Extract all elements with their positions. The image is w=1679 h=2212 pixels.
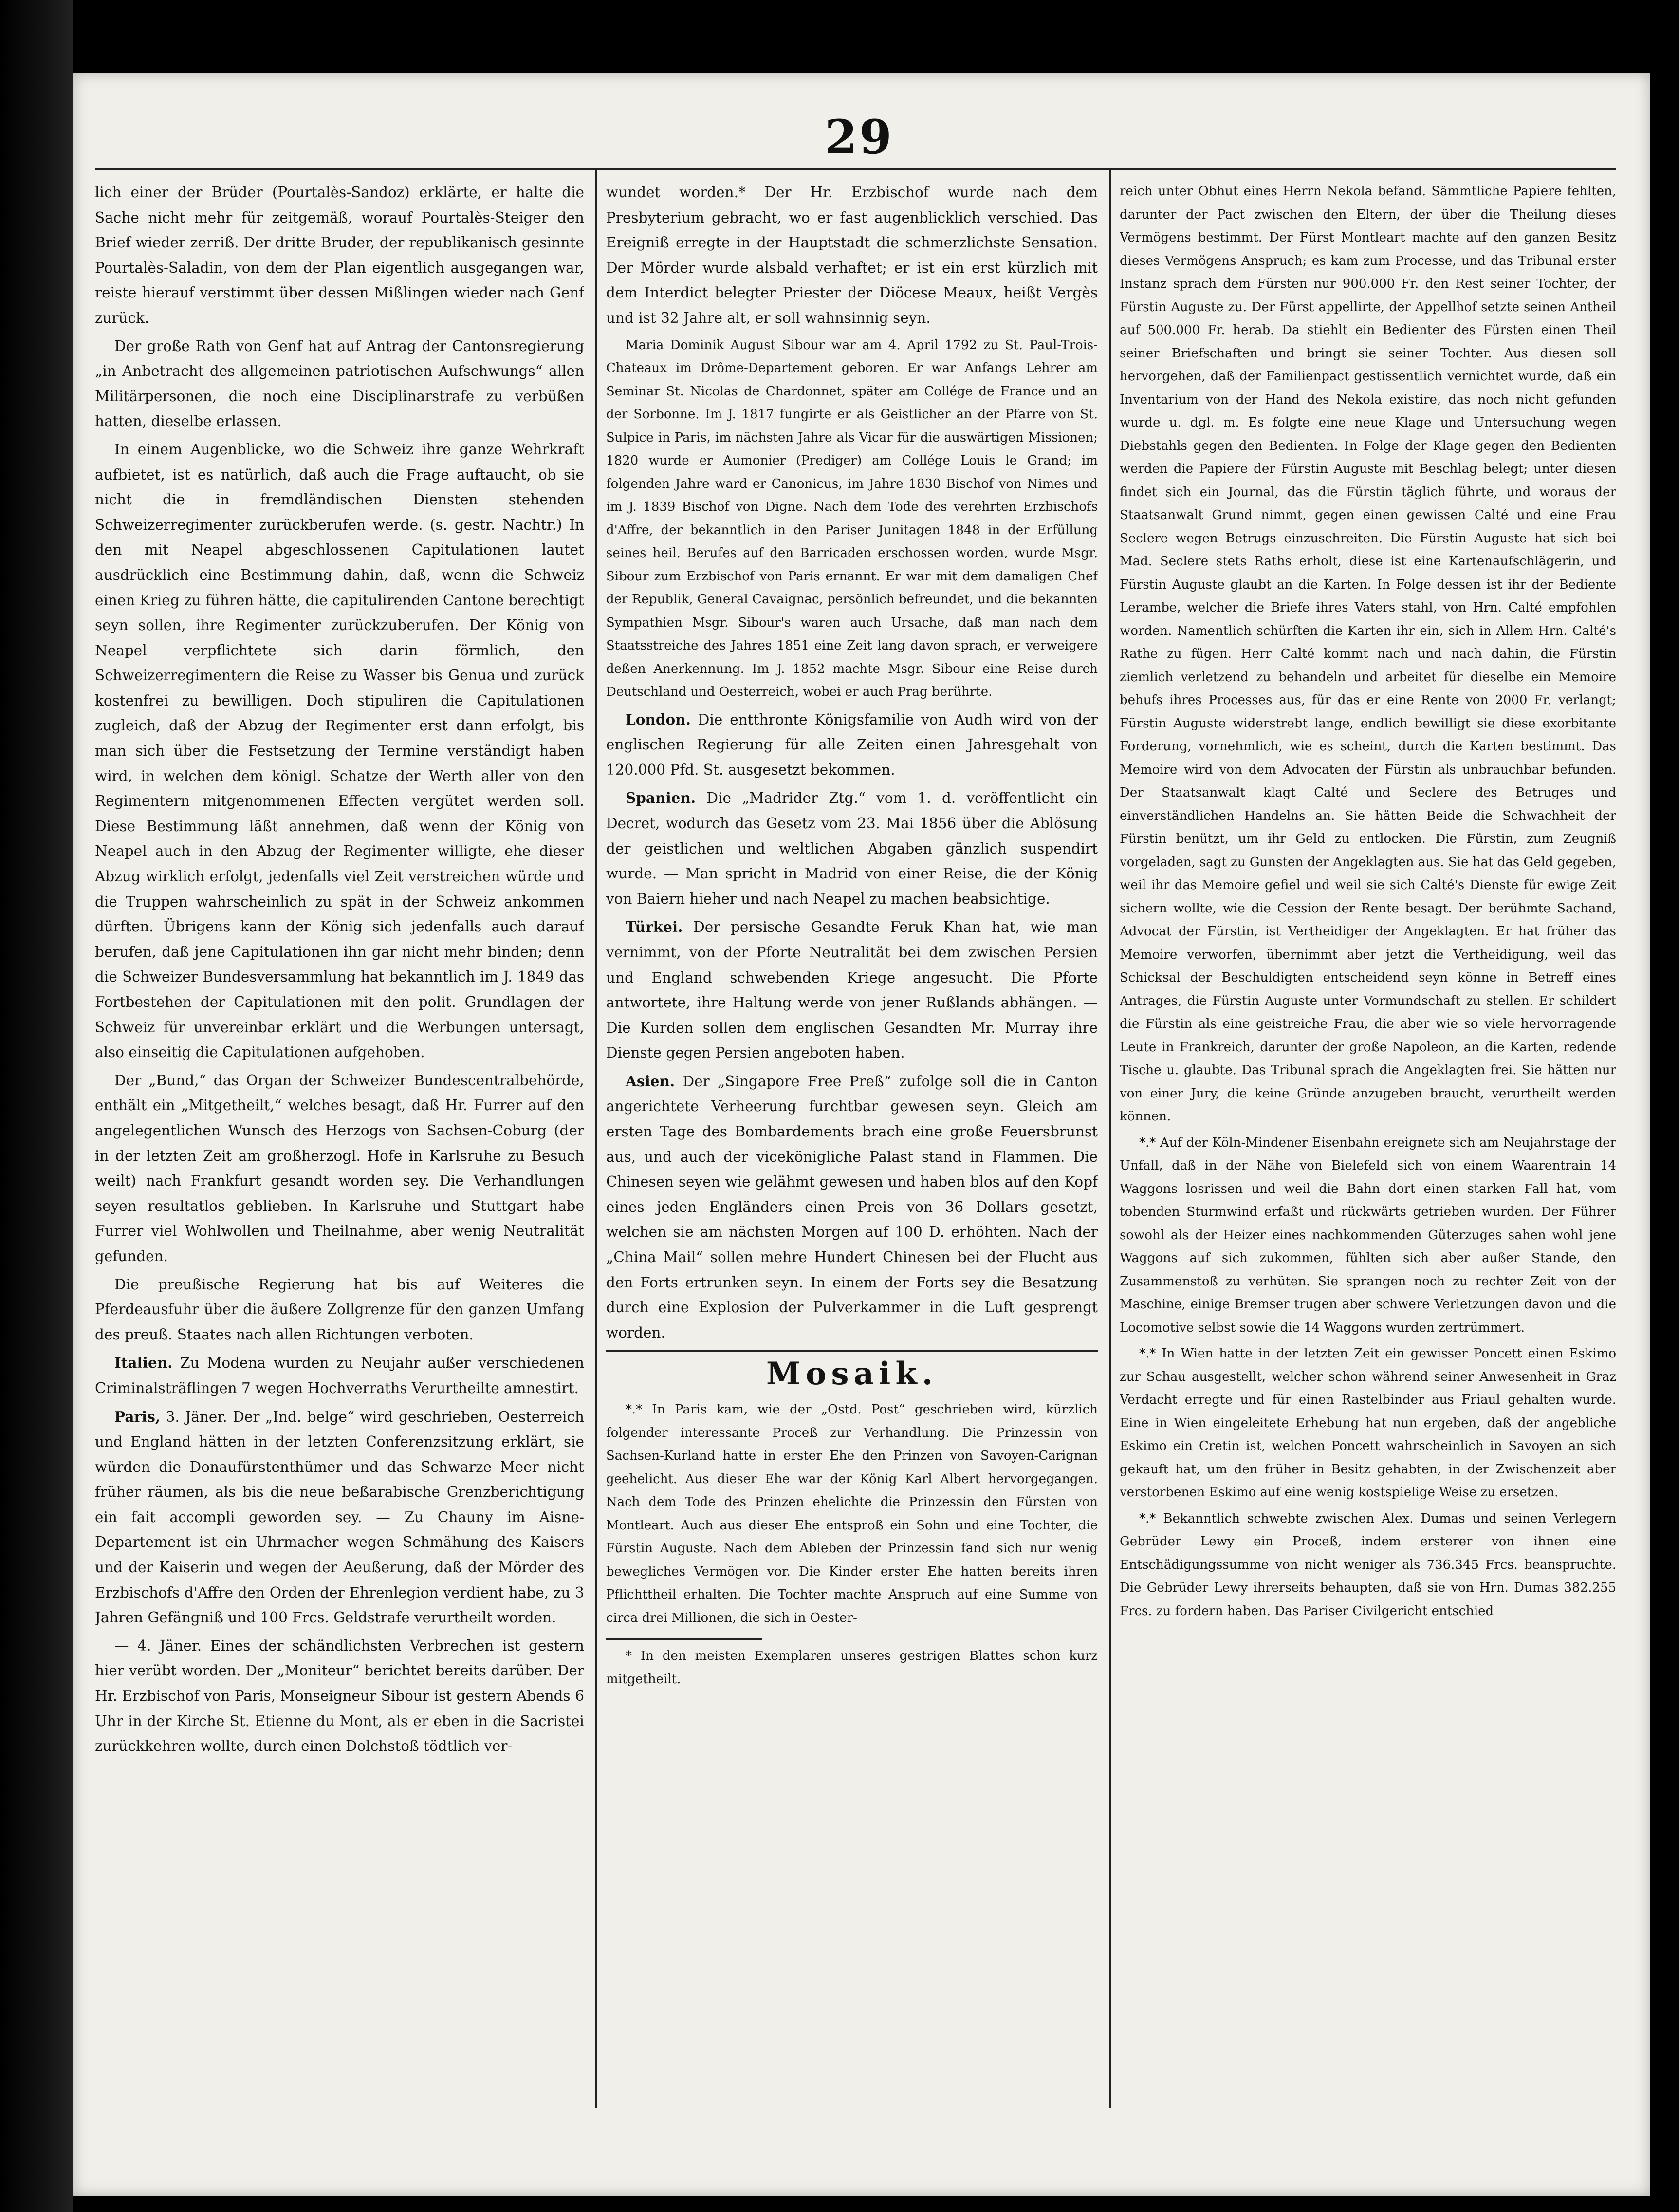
article-text: Die entthronte Königsfamilie von Audh wird von der englischen Regierung für alle Zeiten einen Jahresgehalt von 120.000 Pfd. St. ausgesetzt bekommen. [606,711,1098,778]
page-number: 29 [825,110,894,165]
article-paragraph [95,1634,584,1759]
article-paragraph [95,1350,584,1401]
article-paragraph [95,334,584,434]
article-paragraph [606,914,1098,1066]
article-text: Der persische Gesandte Feruk Khan hat, wie man vernimmt, von der Pforte Neutralität bei dem zwischen Persien und England schwebenden Kriege angesucht. Die Pforte antwortete, ihre Haltung werde von jener Rußlands abhängen. — Die Kurden sollen dem englischen Gesandten Mr. Murray ihre Dienste gegen Persien angeboten haben. [606,919,1098,1061]
article-text: wundet worden.* Der Hr. Erzbischof wurde nach dem Presbyterium gebracht, wo er fast augenblicklich verschied. Das Ereigniß erregte in der Hauptstadt die schmerzlichste Sensation. Der Mörder wurde alsbald verhaftet; er ist ein erst kürzlich mit dem Interdict belegter Priester der Diöcese Meaux, heißt Vergès und ist 32 Jahre alt, er soll wahnsinnig seyn. [606,184,1098,326]
column-rule [1109,170,1111,2108]
article-text: lich einer der Brüder (Pourtalès-Sandoz) erklärte, er halte die Sache nicht mehr für zeitgemäß, worauf Pourtalès-Steiger den Brief wieder zerriß. Der dritte Bruder, der republikanisch gesinnte Pourtalès-Saladin, von dem der Plan eigentlich ausgegangen war, reiste hierauf verstimmt über dessen Mißlingen wieder nach Genf zurück. [95,184,584,326]
article-paragraph [606,785,1098,911]
article-heading: Paris, [114,1408,161,1425]
article-heading: Italien. [114,1354,173,1372]
column-3 [1120,180,1616,2142]
article-paragraph [606,1069,1098,1346]
article-paragraph [1120,180,1616,1129]
article-text: Der große Rath von Genf hat auf Antrag der Cantonsregierung „in Anbetracht des allgemeinen patriotischen Aufschwungs“ allen Militärpersonen, die noch eine Disciplinarstrafe zu verbüßen hatten, dieselbe erlassen. [95,337,584,430]
article-text: Maria Dominik August Sibour war am 4. April 1792 zu St. Paul-Trois-Chateaux im Drôme-Departement geboren. Er war Anfangs Lehrer am Seminar St. Nicolas de Chardonnet, später am Collége de France und an der Sorbonne. Im J. 1817 fungirte er als Geistlicher an der Pfarre von St. Sulpice in Paris, im nächsten Jahre als Vicar für die auswärtigen Missionen; 1820 wurde er Aumonier (Prediger) am Collége Louis le Grand; im folgenden Jahre ward er Canonicus, im Jahre 1830 Bischof von Nimes und im J. 1839 Bischof von Digne. Nach dem Tode des verehrten Erzbischofs d'Affre, der bekanntlich in den Pariser Junitagen 1848 in der Erfüllung seines heil. Berufes auf den Barricaden erschossen worden, wurde Msgr. Sibour zum Erzbischof von Paris ernannt. Er war mit dem damaligen Chef der Republik, General Cavaignac, persönlich befreundet, und die bekannten Sympathien Msgr. Sibour's waren auch Ursache, daß man nach dem Staatsstreiche des Jahres 1851 eine Zeit lang davon sprach, er verweigere deßen Anerkennung. Im J. 1852 machte Msgr. Sibour eine Reise durch Deutschland und Oesterreich, wobei er auch Prag berührte. [606,337,1098,700]
article-paragraph [95,180,584,331]
scan-edge [0,0,73,2212]
article-heading: London. [626,710,691,728]
article-text: 3. Jäner. Der „Ind. belge“ wird geschrieben, Oesterreich und England hätten in der letzten Conferenzsitzung erklärt, sie würden die Donaufürstenthümer und das Schwarze Meer nicht früher räumen, als bis die neue beßarabische Grenzberichtigung ein fait accompli geworden sey. — Zu Chauny im Aisne-Departement ist ein Uhrmacher wegen Schmähung des Kaisers und der Kaiserin und wegen der Aeußerung, daß der Mörder des Erzbischofs d'Affre den Orden der Ehrenlegion verdient habe, zu 3 Jahren Gefängniß und 100 Frcs. Geldstrafe verurtheilt worden. [95,1408,584,1626]
article-text: In einem Augenblicke, wo die Schweiz ihre ganze Wehrkraft aufbietet, ist es natürlich, daß auch die Frage auftaucht, ob sie nicht die in fremdländischen Diensten stehenden Schweizerregimenter zurückberufen werde. (s. gestr. Nachtr.) In den mit Neapel abgeschlossenen Capitulationen lautet ausdrücklich eine Bestimmung dahin, daß, wenn die Schweiz einen Krieg zu führen hätte, die capitulirenden Cantone berechtigt seyn sollen, ihre Regimenter zurückzuberufen. Der König von Neapel verpflichtete sich darin förmlich, den Schweizerregimentern die Reise zu Wasser bis Genua und zurück kostenfrei zu bewilligen. Doch stipuliren die Capitulationen zugleich, daß der Abzug der Regimenter erst dann erfolgt, bis man sich über die Festsetzung der Termine verständigt haben wird, in welchen dem königl. Schatze der Werth aller von den Regimentern mitgenommenen Effecten vergütet werden soll. Diese Bestimmung läßt annehmen, daß wenn der König von Neapel auch in den Abzug der Regimenter willigte, ehe dieser Abzug wirklich erfolgt, jedenfalls viel Zeit verstreichen würde und die Truppen wahrscheinlich zu spät in der Schweiz ankommen dürften. Übrigens kann der König sich jedenfalls auch darauf berufen, daß jene Capitulationen ihn gar nicht mehr binden; denn die Schweizer Bundesversammlung hat bekanntlich im J. 1849 das Fortbestehen der Capitulationen mit den polit. Grundlagen der Schweiz für unvereinbar erklärt und die Werbungen untersagt, also einseitig die Capitulationen aufgehoben. [95,441,584,1061]
article-paragraph [1120,1132,1616,1340]
article-paragraph [95,437,584,1065]
article-heading: Spanien. [626,789,696,807]
article-text: Die preußische Regierung hat bis auf Weiteres die Pferdeausfuhr über die äußere Zollgrenze für den ganzen Umfang des preuß. Staates nach allen Richtungen verboten. [95,1276,584,1343]
article-paragraph [1120,1342,1616,1505]
column-1 [95,180,584,2142]
column-2 [606,180,1098,2142]
article-text: *.* In Wien hatte in der letzten Zeit ein gewisser Poncett einen Eskimo zur Schau ausgestellt, welcher schon während seiner Anwesenheit in Graz Verdacht erregte und für einen Rastelbinder aus Friaul gehalten wurde. Eine in Wien eingeleitete Erhebung hat nun ergeben, daß der angebliche Eskimo ein Cretin ist, welchen Poncett wahrscheinlich in Savoyen an sich gekauft hat, um den früher in Besitz gehabten, in der Zwischenzeit aber verstorbenen Eskimo auf eine wenig kostspielige Weise zu ersetzen. [1120,1346,1616,1500]
article-text: *.* Auf der Köln-Mindener Eisenbahn ereignete sich am Neujahrstage der Unfall, daß in der Nähe von Bielefeld sich von einem Waarentrain 14 Waggons losrissen und weil die Bahn dort einen starken Fall hat, vom tobenden Sturmwind erfaßt und rückwärts getrieben wurden. Der Führer sowohl als der Heizer eines nachkommenden Güterzuges sahen wohl jene Waggons auf sich zukommen, fühlten sich aber außer Stande, den Zusammenstoß zu verhüten. Sie sprangen noch zu rechter Zeit von der Maschine, einige Bremser trugen aber schwere Verletzungen davon und die Locomotive selbst sowie die 14 Waggons wurden zertrümmert. [1120,1135,1616,1335]
header-rule [95,168,1616,170]
section-title: Mosaik. [766,1356,938,1393]
article-paragraph [95,1272,584,1348]
article-text: *.* In Paris kam, wie der „Ostd. Post“ geschrieben wird, kürzlich folgender interessante Proceß zur Verhandlung. Die Prinzessin von Sachsen-Kurland hatte in erster Ehe den Prinzen von Savoyen-Carignan geehelicht. Aus dieser Ehe war der König Karl Albert hervorgegangen. Nach dem Tode des Prinzen ehelichte die Prinzessin den Fürsten von Montleart. Auch aus dieser Ehe entsproß ein Sohn und eine Tochter, die Fürstin Auguste. Nach dem Ableben der Prinzessin fand sich nur wenig bewegliches Vermögen vor. Die Kinder erster Ehe hatten bereits ihren Pflichttheil erhalten. Die Tochter machte Anspruch auf eine Summe von circa drei Millionen, die sich in Oester- [606,1402,1098,1625]
column-rule [595,170,597,2108]
section-rule [606,1350,1098,1352]
article-text: Der „Singapore Free Preß“ zufolge soll die in Canton angerichtete Verheerung furchtbar gewesen seyn. Gleich am ersten Tage des Bombardements brach eine große Feuersbrunst aus, und auch der vicekönigliche Palast stand in Flammen. Die Chinesen seyen wie gelähmt gewesen und haben blos auf den Kopf eines jeden Engländers einen Preis von 36 Dollars gesetzt, welchen sie am nächsten Morgen auf 100 D. erhöhten. Nach der „China Mail“ sollen mehre Hundert Chinesen bei der Flucht aus den Forts ertrunken seyn. In einem der Forts sey die Besatzung durch eine Explosion der Pulverkammer in die Luft gesprengt worden. [606,1073,1098,1341]
article-text: — 4. Jäner. Eines der schändlichsten Verbrechen ist gestern hier verübt worden. Der „Moniteur“ berichtet bereits darüber. Der Hr. Erzbischof von Paris, Monseigneur Sibour ist gestern Abends 6 Uhr in der Kirche St. Etienne du Mont, als er eben in die Sacristei zurückkehren wollte, durch einen Dolchstoß tödtlich ver- [95,1637,584,1755]
article-text: Der „Bund,“ das Organ der Schweizer Bundescentralbehörde, enthält ein „Mitgetheilt,“ welches besagt, daß Hr. Furrer auf den angelegentlichen Wunsch des Herzogs von Sachsen-Coburg (der in der letzten Zeit am großherzogl. Hofe in Karlsruhe zu Besuch weilt) nach Frankfurt gesandt worden sey. Die Verhandlungen seyen resultatlos geblieben. In Karlsruhe und Stuttgart habe Furrer viel Wohlwollen und Theilnahme, aber wenig Neutralität gefunden. [95,1072,584,1264]
article-text: Zu Modena wurden zu Neujahr außer verschiedenen Criminalsträflingen 7 wegen Hochverraths Verurtheilte amnestirt. [95,1355,584,1396]
footnote: * In den meisten Exemplaren unseres gestrigen Blattes schon kurz mitgetheilt. [606,1649,1098,1687]
article-paragraph [606,334,1098,704]
article-text: reich unter Obhut eines Herrn Nekola befand. Sämmtliche Papiere fehlten, darunter der Pact zwischen den Eltern, der über die Theilung dieses Vermögens bestimmt. Der Fürst Montleart machte auf den ganzen Besitz dieses Vermögens Anspruch; es kam zum Processe, und das Tribunal erster Instanz sprach dem Fürsten nur 900.000 Fr. den Rest seiner Tochter, der Fürstin Auguste zu. Der Fürst appellirte, der Appellhof setzte seinen Antheil auf 500.000 Fr. herab. Da stiehlt ein Bedienter des Fürsten einen Theil seiner Briefschaften und bringt sie seiner Tochter. Aus diesen soll hervorgehen, daß der Familienpact gestissentlich vernichtet wurde, daß ein Inventarium von der Hand des Nekola existire, das noch nicht gefunden wurde u. dgl. m. Es folgte eine neue Klage und Untersuchung wegen Diebstahls gegen den Bedienten. In Folge der Klage gegen den Bedienten werden die Papiere der Fürstin Auguste mit Beschlag belegt; unter diesen findet sich ein Journal, das die Fürstin täglich führte, und woraus der Staatsanwalt Grund nimmt, gegen einen gewissen Calté und eine Frau Seclere wegen Betrugs einzuschreiten. Die Fürstin Auguste hat sich bei Mad. Seclere stets Raths erholt, diese ist eine Kartenaufschlägerin, und Fürstin Auguste glaubt an die Karten. In Folge dessen ist ihr der Bediente Lerambe, welcher die Briefe ihres Vaters stahl, von Hrn. Calté empfohlen worden. Namentlich schürften die Karten ihr ein, sich in Allem Hrn. Calté's Rathe zu fügen. Herr Calté kommt nach und nach dahin, die Fürstin ziemlich verletzend zu behandeln und arbeitet für dieselbe ein Memoire behufs ihres Processes aus, für das er eine Rente von 2000 Fr. verlangt; Fürstin Auguste widerstrebt lange, endlich bewilligt sie diese exorbitante Forderung, vornehmlich, wie es scheint, durch die Karten bestimmt. Das Memoire wird von dem Advocaten der Fürstin als unbrauchbar befunden. Der Staatsanwalt klagt Calté und Seclere des Betruges und einverständlichen Handelns an. Sie hätten Beide die Schwachheit der Fürstin benützt, um ihr Geld zu entlocken. Die Fürstin, zum Zeugniß vorgeladen, sagt zu Gunsten der Angeklagten aus. Sie hat das Geld gegeben, weil ihr das Memoire gefiel und weil sie sich Calté's Dienste für ewige Zeit sichern wollte, wie die Cession der Rente besagt. Der berühmte Sachand, Advocat der Fürstin, ist Vertheidiger der Angeklagten. Er hat früher das Memoire verworfen, übernimmt aber jetzt die Vertheidigung, weil das Schicksal der Beschuldigten entscheidend seyn könne in Betreff eines Antrages, die Fürstin Auguste unter Vormundschaft zu stellen. Er schildert die Fürstin als eine geistreiche Frau, die aber wie so viele hervorragende Leute in Frankreich, darunter der große Napoleon, an die Karten, redende Tische u. glaubte. Das Tribunal sprach die Angeklagten frei. Sie hätten nur von einer Jury, die keine Gründe anzugeben braucht, verurtheilt werden können. [1120,184,1616,1124]
article-paragraph [95,1404,584,1631]
article-text: *.* Bekanntlich schwebte zwischen Alex. Dumas und seinen Verlegern Gebrüder Lewy ein Proceß, indem ersterer von ihnen eine Entschädigungssumme von nicht weniger als 736.345 Frcs. beanspruchte. Die Gebrüder Lewy ihrerseits behaupten, daß sie von Hrn. Dumas 382.255 Frcs. zu fordern haben. Das Pariser Civilgericht entschied [1120,1511,1616,1618]
newspaper-page [73,73,1650,2196]
article-paragraph [95,1068,584,1269]
article-text: Die „Madrider Ztg.“ vom 1. d. veröffentlicht ein Decret, wodurch das Gesetz vom 23. Mai 1856 über die Ablösung der geistlichen und weltlichen Abgaben gänzlich suspendirt wurde. — Man spricht in Madrid von einer Reise, die der König von Baiern hieher und nach Neapel zu machen beabsichtige. [606,790,1098,907]
article-heading: Asien. [626,1072,675,1090]
article-paragraph [1120,1507,1616,1623]
article-paragraph [606,1398,1098,1630]
article-paragraph [606,180,1098,331]
article-paragraph [606,707,1098,783]
footnote-rule [606,1638,762,1640]
article-heading: Türkei. [626,918,683,936]
